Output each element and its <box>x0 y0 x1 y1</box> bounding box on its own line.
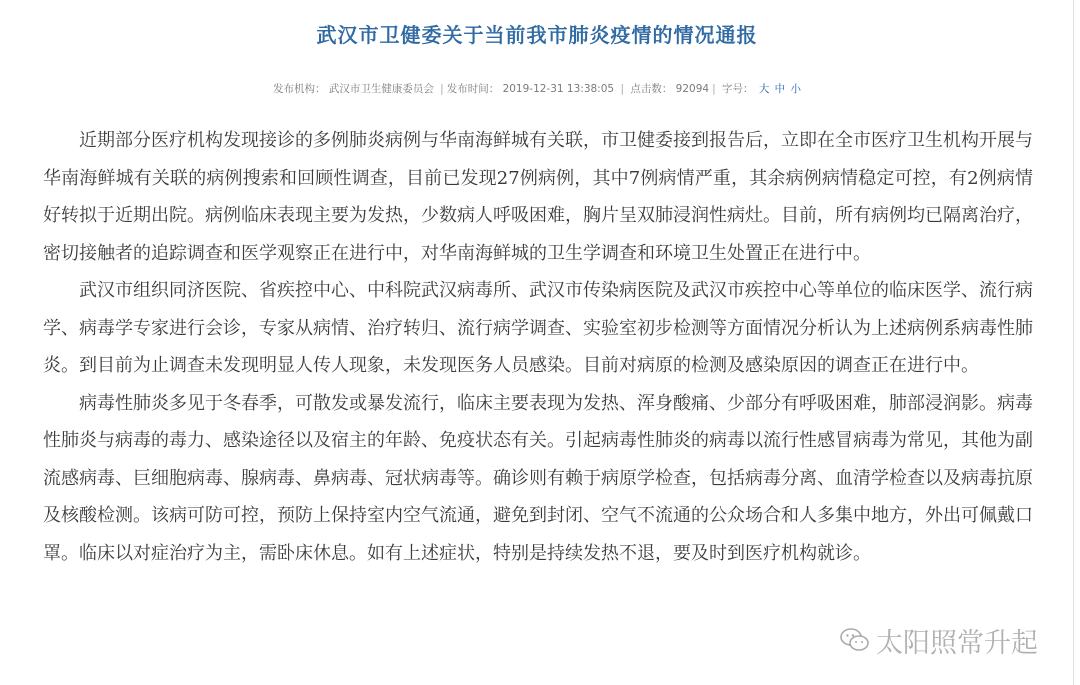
font-size-large-button[interactable]: 大 <box>758 83 770 95</box>
publish-time-label: 发布时间： <box>446 83 500 95</box>
paragraph: 武汉市组织同济医院、省疾控中心、中科院武汉病毒所、武汉市传染病医院及武汉市疾控中心等单位的临床医学、流行病学、病毒学专家进行会诊，专家从病情、治疗转归、流行病学调查、实验室初步检测等方面情况分析认为上述病例系病毒性肺炎。到目前为止调查未发现明显人传人现象，未发现医务人员感染。目前对病原的检测及感染原因的调查正在进行中。 <box>43 280 1033 376</box>
meta-divider: | <box>440 83 444 95</box>
article-body <box>43 122 1033 572</box>
publisher-label: 发布机构： <box>272 83 326 95</box>
clicks-value: 92094 <box>675 83 710 95</box>
publisher-value: 武汉市卫生健康委员会 <box>328 83 434 95</box>
publish-time-value: 2019-12-31 13:38:05 <box>502 83 615 95</box>
article-meta <box>0 80 1074 98</box>
article-title: 武汉市卫健委关于当前我市肺炎疫情的情况通报 <box>316 23 758 47</box>
paragraph: 病毒性肺炎多见于冬春季，可散发或暴发流行，临床主要表现为发热、浑身酸痛、少部分有呼吸困难，肺部浸润影。病毒性肺炎与病毒的毒力、感染途径以及宿主的年龄、免疫状态有关。引起病毒性肺炎的病毒以流行性感冒病毒为常见，其他为副流感病毒、巨细胞病毒、腺病毒、鼻病毒、冠状病毒等。确诊则有赖于病原学检查，包括病毒分离、血清学检查以及病毒抗原及核酸检测。该病可防可控，预防上保持室内空气流通，避免到封闭、空气不流通的公众场合和人多集中地方，外出可佩戴口罩。临床以对症治疗为主，需卧床休息。如有上述症状，特别是持续发热不退，要及时到医疗机构就诊。 <box>43 392 1033 564</box>
meta-divider: | <box>712 83 716 95</box>
font-size-label: 字号： <box>721 83 754 95</box>
paragraph: 近期部分医疗机构发现接诊的多例肺炎病例与华南海鲜城有关联，市卫健委接到报告后，立即在全市医疗卫生机构开展与华南海鲜城有关联的病例搜索和回顾性调查，目前已发现27例病例，其中7例病情严重，其余病例病情稳定可控，有2例病情好转拟于近期出院。病例临床表现主要为发热，少数病人呼吸困难，胸片呈双肺浸润性病灶。目前，所有病例均已隔离治疗，密切接触者的追踪调查和医学观察正在进行中，对华南海鲜城的卫生学调查和环境卫生处置正在进行中。 <box>43 130 1033 264</box>
font-size-medium-button[interactable]: 中 <box>774 83 786 95</box>
watermark-text: 太阳照常升起 <box>876 627 1038 659</box>
font-size-small-button[interactable]: 小 <box>790 83 801 95</box>
meta-divider: | <box>620 83 624 95</box>
clicks-label: 点击数： <box>630 83 673 95</box>
